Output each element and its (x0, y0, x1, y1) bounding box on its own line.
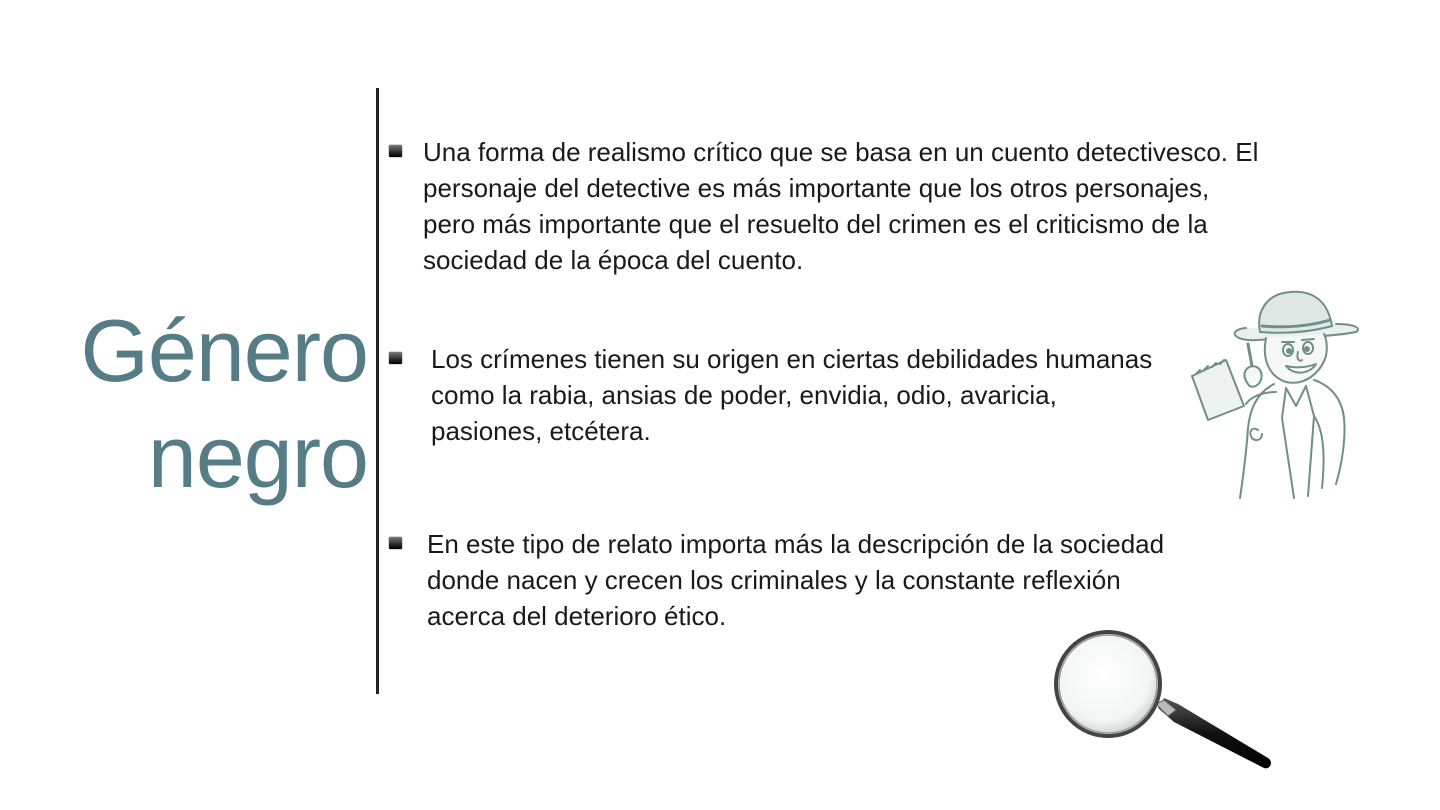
bullet-item (427, 526, 1167, 634)
detective-illustration (1186, 288, 1362, 502)
bullet-text: Una forma de realismo crítico que se basa en un cuento detectivesco. El personaje del detective es más importante que los otros personajes, pero más importante que el resuelto del crimen es el criticismo de la sociedad de la época del cuento. (423, 137, 1259, 275)
title-line-1: Género (80, 301, 368, 400)
magnifying-glass-icon (1052, 630, 1276, 776)
square-bullet-icon (389, 352, 402, 364)
bullet-item (423, 134, 1263, 278)
bullet-item (431, 341, 1171, 449)
title-line-2: negro (147, 407, 368, 506)
vertical-divider (376, 88, 379, 694)
bullet-text: En este tipo de relato importa más la descripción de la sociedad donde nacen y crecen los criminales y la constante reflexión acerca del deterioro ético. (427, 529, 1165, 631)
square-bullet-icon (389, 537, 402, 549)
bullet-text: Los crímenes tienen su origen en ciertas debilidades humanas como la rabia, ansias de poder, envidia, odio, avaricia, pasiones, etcétera. (431, 344, 1153, 446)
slide-title (80, 298, 368, 510)
square-bullet-icon (389, 145, 402, 157)
